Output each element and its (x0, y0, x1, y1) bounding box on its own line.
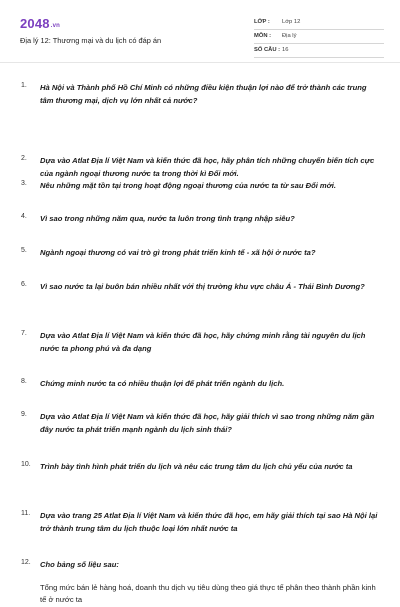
question-number: 11. (21, 510, 31, 517)
question-text: Vì sao trong những năm qua, nước ta luôn trong tình trạng nhập siêu? (40, 214, 295, 223)
meta-value: 16 (282, 47, 289, 53)
question-number: 2. (21, 155, 27, 162)
meta-row-grade (254, 16, 384, 30)
meta-key: SỐ CÂU : (254, 47, 281, 53)
question-subtext: Tổng mức bán lẻ hàng hoá, doanh thu dịch vụ tiêu dùng theo giá thực tế phân theo thành phần kinh tế ở nước ta (40, 582, 376, 604)
question-number: 8. (21, 378, 27, 385)
question-number: 4. (21, 213, 27, 220)
meta-value: Lớp 12 (282, 19, 301, 25)
document-title: Địa lý 12: Thương mại và du lịch có đáp án (20, 36, 162, 45)
question-text: Trình bày tình hình phát triển du lịch và nêu các trung tâm du lịch chủ yếu của nước ta (40, 462, 353, 471)
question-text: Hà Nội và Thành phố Hồ Chí Minh có những điều kiện thuận lợi nào để trở thành các trung tâm thương mại, dịch vụ lớn nhất cả nước? (40, 83, 367, 105)
question-text: Vì sao nước ta lại buôn bán nhiều nhất với thị trường khu vực châu Á - Thái Bình Dương? (40, 282, 365, 291)
meta-row-subject (254, 30, 384, 44)
meta-row-question-count (254, 44, 384, 58)
question-text (40, 559, 382, 607)
question-text: Dựa vào Atlat Địa lí Việt Nam và kiến thức đã học, hãy chứng minh rằng tài nguyên du lịch nước ta phong phú và đa dạng (40, 331, 366, 353)
question-number: 1. (21, 82, 27, 89)
question-number: 5. (21, 247, 27, 254)
question-number: 7. (21, 330, 27, 337)
meta-value: Địa lý (282, 33, 297, 39)
question-text: Dựa vào Atlat Địa lí Việt Nam và kiến thức đã học, hãy giải thích vì sao trong những năm gần đây nước ta phát triển mạnh ngành du lịch sinh thái? (40, 412, 375, 434)
meta-key: LỚP : (254, 19, 270, 25)
logo-text: 2048 (20, 16, 50, 31)
question-text: Dựa vào trang 25 Atlat Địa lí Việt Nam và kiến thức đã học, em hãy giải thích tại sao Hà Nội lại trở thành trung tâm du lịch thuộc loại lớn nhất nước ta (40, 511, 378, 533)
logo-tld: .vn (50, 23, 61, 29)
question-number: 6. (21, 281, 27, 288)
meta-key: MÔN : (254, 33, 272, 39)
question-number: 12. (21, 559, 31, 566)
question-text: Ngành ngoại thương có vai trò gì trong phát triển kinh tế - xã hội ở nước ta? (40, 248, 316, 257)
site-logo[interactable] (20, 16, 60, 31)
question-number: 10. (21, 461, 31, 468)
question-text: Nêu những mặt tồn tại trong hoạt động ngoại thương của nước ta từ sau Đổi mới. (40, 181, 337, 190)
question-text: Dựa vào Atlat Địa lí Việt Nam và kiến thức đã học, hãy phân tích những chuyển biến tích cực của ngành ngoại thương nước ta trong thời kì Đổi mới. (40, 156, 375, 178)
document-meta-table (254, 16, 384, 58)
question-text: Chứng minh nước ta có nhiều thuận lợi để phát triển ngành du lịch. (40, 379, 285, 388)
question-number: 3. (21, 180, 27, 187)
document-header (0, 0, 400, 62)
question-number: 9. (21, 411, 27, 418)
question-lead: Cho bảng số liệu sau: (40, 560, 119, 569)
header-divider (0, 62, 400, 63)
